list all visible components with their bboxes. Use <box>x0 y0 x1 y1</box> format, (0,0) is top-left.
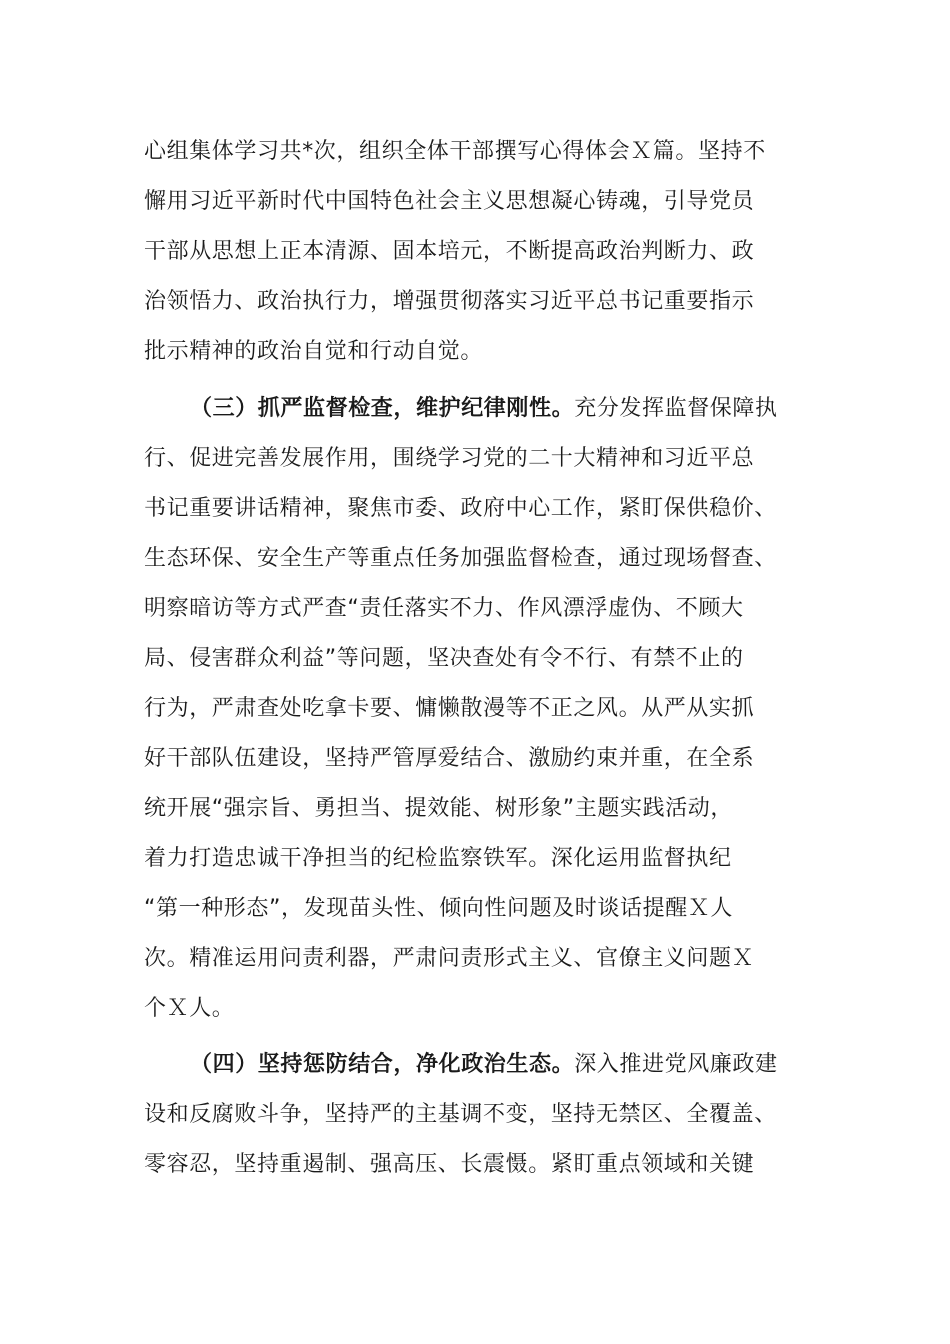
section-4-text: 深入推进党风廉政建 <box>574 1052 778 1077</box>
paragraph-line: “第一种形态”，发现苗头性、倾向性问题及时谈话提醒Ｘ人 <box>144 896 733 921</box>
section-3-text: 充分发挥监督保障执 <box>574 396 778 421</box>
paragraph-line: 批示精神的政治自觉和行动自觉。 <box>144 339 484 364</box>
section-4-heading: （四）坚持惩防结合，净化政治生态。 <box>190 1052 575 1077</box>
paragraph-line: 局、侵害群众利益”等问题，坚决查处有令不行、有禁不止的 <box>144 646 744 671</box>
section-4-first-line <box>190 1047 778 1083</box>
paragraph-line: 治领悟力、政治执行力，增强贯彻落实习近平总书记重要指示 <box>144 289 755 314</box>
paragraph-line: 零容忍，坚持重遏制、强高压、长震慑。紧盯重点领域和关键 <box>144 1152 755 1177</box>
paragraph-line: 次。精准运用问责利器，严肃问责形式主义、官僚主义问题Ｘ <box>144 946 755 971</box>
paragraph-line: 个Ｘ人。 <box>144 996 235 1021</box>
section-3-first-line <box>190 391 778 427</box>
paragraph-line: 干部从思想上正本清源、固本培元，不断提高政治判断力、政 <box>144 239 755 264</box>
section-3-heading: （三）抓严监督检查，维护纪律刚性。 <box>190 396 575 421</box>
paragraph-line: 着力打造忠诚干净担当的纪检监察铁军。深化运用监督执纪 <box>144 846 732 871</box>
paragraph-line: 心组集体学习共*次，组织全体干部撰写心得体会Ｘ篇。坚持不 <box>144 139 766 164</box>
paragraph-line: 行为，严肃查处吃拿卡要、慵懒散漫等不正之风。从严从实抓 <box>144 696 755 721</box>
paragraph-line: 明察暗访等方式严查“责任落实不力、作风漂浮虚伪、不顾大 <box>144 596 744 621</box>
paragraph-line: 懈用习近平新时代中国特色社会主义思想凝心铸魂，引导党员 <box>144 189 755 214</box>
paragraph-line: 生态环保、安全生产等重点任务加强监督检查，通过现场督查、 <box>144 546 777 571</box>
paragraph-line: 统开展“强宗旨、勇担当、提效能、树形象”主题实践活动， <box>144 796 733 821</box>
paragraph-line: 设和反腐败斗争，坚持严的主基调不变，坚持无禁区、全覆盖、 <box>144 1102 777 1127</box>
paragraph-line: 行、促进完善发展作用，围绕学习党的二十大精神和习近平总 <box>144 446 755 471</box>
paragraph-line: 书记重要讲话精神，聚焦市委、政府中心工作，紧盯保供稳价、 <box>144 496 777 521</box>
paragraph-line: 好干部队伍建设，坚持严管厚爱结合、激励约束并重，在全系 <box>144 746 755 771</box>
